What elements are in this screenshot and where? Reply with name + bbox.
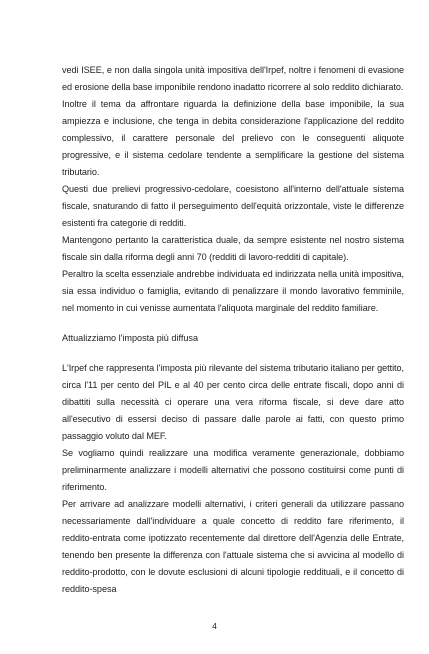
- section-heading: Attualizziamo l'imposta più diffusa: [62, 333, 199, 343]
- paragraph-base-imponibile: Inoltre il tema da affrontare riguarda la definizione della base imponibile, la sua ampiezza e inclusione, che tenga in debita considerazione l'applicazione del reddito complessivo, il carattere personale del prelievo con le conseguenti aliquote progressive, e il sistema cedolare tendente a semplificare la gestione del sistema tributario.: [62, 99, 404, 177]
- body-text: [62, 62, 404, 598]
- paragraph-modelli-alternativi: Per arrivare ad analizzare modelli alternativi, i criteri generali da utilizzare passano necessariamente dall'individuare a quale concetto di reddito fare riferimento, il reddito-entrata come ipotizzato recentemente dal direttore dell'Agenzia delle Entrate, tenendo ben presente la differenza con l'attuale sistema che si avvicina al modello di reddito-prodotto, con le dovute esclusioni di alcuni tipologie reddituali, e il concetto di reddito-spesa: [62, 499, 404, 594]
- paragraph-caratteristica-duale: Mantengono pertanto la caratteristica duale, da sempre esistente nel nostro sistema fiscale sin dalla riforma degli anni 70 (redditi di lavoro-redditi di capitale).: [62, 235, 404, 262]
- paragraph-prelievi: Questi due prelievi progressivo-cedolare, coesistono all'interno dell'attuale sistema fiscale, snaturando di fatto il perseguimento dell'equità orizzontale, viste le differenze esistenti fra categorie di redditi.: [62, 184, 404, 228]
- paragraph-unita-impositiva: Peraltro la scelta essenziale andrebbe individuata ed indirizzata nella unità impositiva, sia essa individuo o famiglia, evitando di penalizzare il mondo lavorativo femminile, nel momento in cui venisse aumentata l'aliquota marginale del reddito familiare.: [62, 269, 404, 313]
- paragraph-modifica-generazionale: Se vogliamo quindi realizzare una modifica veramente generazionale, dobbiamo preliminarmente analizzare i modelli alternativi che possono costituirsi come punti di riferimento.: [62, 448, 404, 492]
- paragraph-irpef: L'Irpef che rappresenta l'imposta più rilevante del sistema tributario italiano per gettito, circa l'11 per cento del PIL e al 40 per cento circa delle entrate fiscali, dopo anni di dibattiti sulla necessità ci operare una vera riforma fiscale, si deve dare atto all'esecutivo di essersi deciso di passare dalle parole ai fatti, con questo primo passaggio voluto dal MEF.: [62, 363, 404, 441]
- page-number: 4: [212, 621, 217, 631]
- paragraph-isee: vedi ISEE, e non dalla singola unità impositiva dell'Irpef, noltre i fenomeni di evasione ed erosione della base imponibile rendono inadatto ricorrere al solo reddito dichiarato.: [62, 65, 404, 92]
